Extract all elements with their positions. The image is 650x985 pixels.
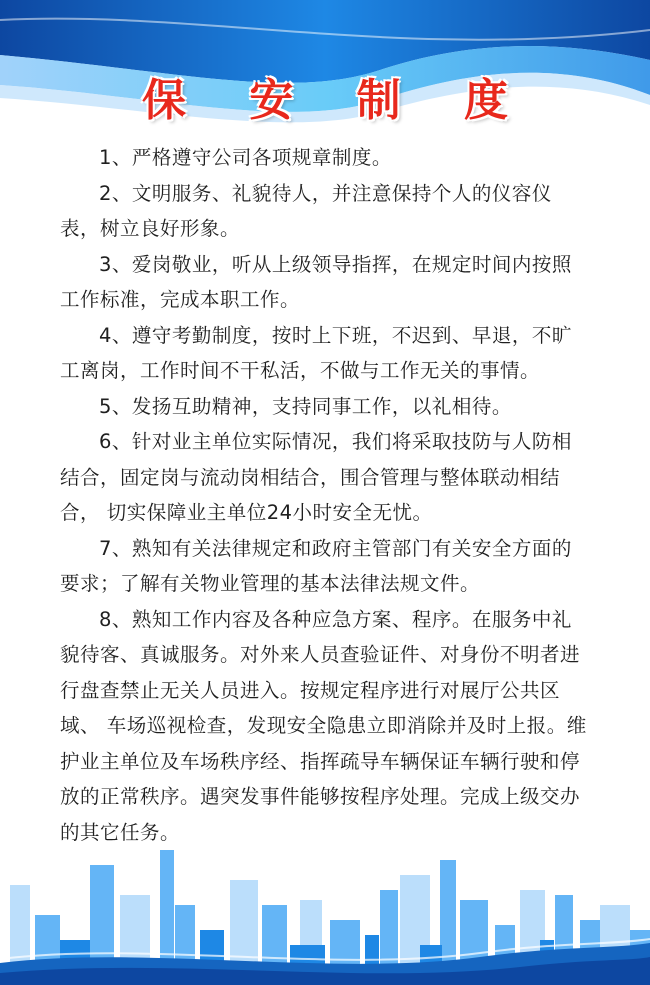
rule-item-5: 5、发扬互助精神，支持同事工作，以礼相待。 bbox=[99, 394, 512, 418]
rules-list bbox=[60, 140, 590, 850]
rule-item-1: 1、严格遵守公司各项规章制度。 bbox=[99, 146, 392, 169]
rule-item-3: 3、爱岗敬业，听从上级领导指挥，在规定时间内按照工作标准，完成本职工作。 bbox=[60, 252, 572, 311]
rule-item-4: 4、遵守考勤制度，按时上下班，不迟到、早退，不旷工离岗，工作时间不干私活，不做与工作无关的事情。 bbox=[60, 323, 572, 382]
rule-item-7: 7、熟知有关法律规定和政府主管部门有关安全方面的要求；了解有关物业管理的基本法律法规文件。 bbox=[60, 536, 572, 595]
city-skyline-decoration bbox=[0, 845, 650, 985]
page-title: 保 安 制 度 bbox=[142, 75, 532, 126]
rule-item-8: 8、熟知工作内容及各种应急方案、程序。在服务中礼貌待客、真诚服务。对外来人员查验证件、对身份不明者进行盘查禁止无关人员进入。按规定程序进行对展厅公共区域、 车场巡视检查，发现安全隐患立即消除并及时上报。维护业主单位及车场秩序经、指挥疏导车辆保证车辆行驶和停放的正常秩序。遇突发事件能够按程序处理。完成上级交办的其它任务。 bbox=[60, 607, 587, 844]
rule-item-6: 6、针对业主单位实际情况，我们将采取技防与人防相结合，固定岗与流动岗相结合，围合管理与整体联动相结合， 切实保障业主单位24小时安全无忧。 bbox=[60, 430, 572, 524]
rule-item-2: 2、文明服务、礼貌待人，并注意保持个人的仪容仪表，树立良好形象。 bbox=[60, 181, 552, 240]
